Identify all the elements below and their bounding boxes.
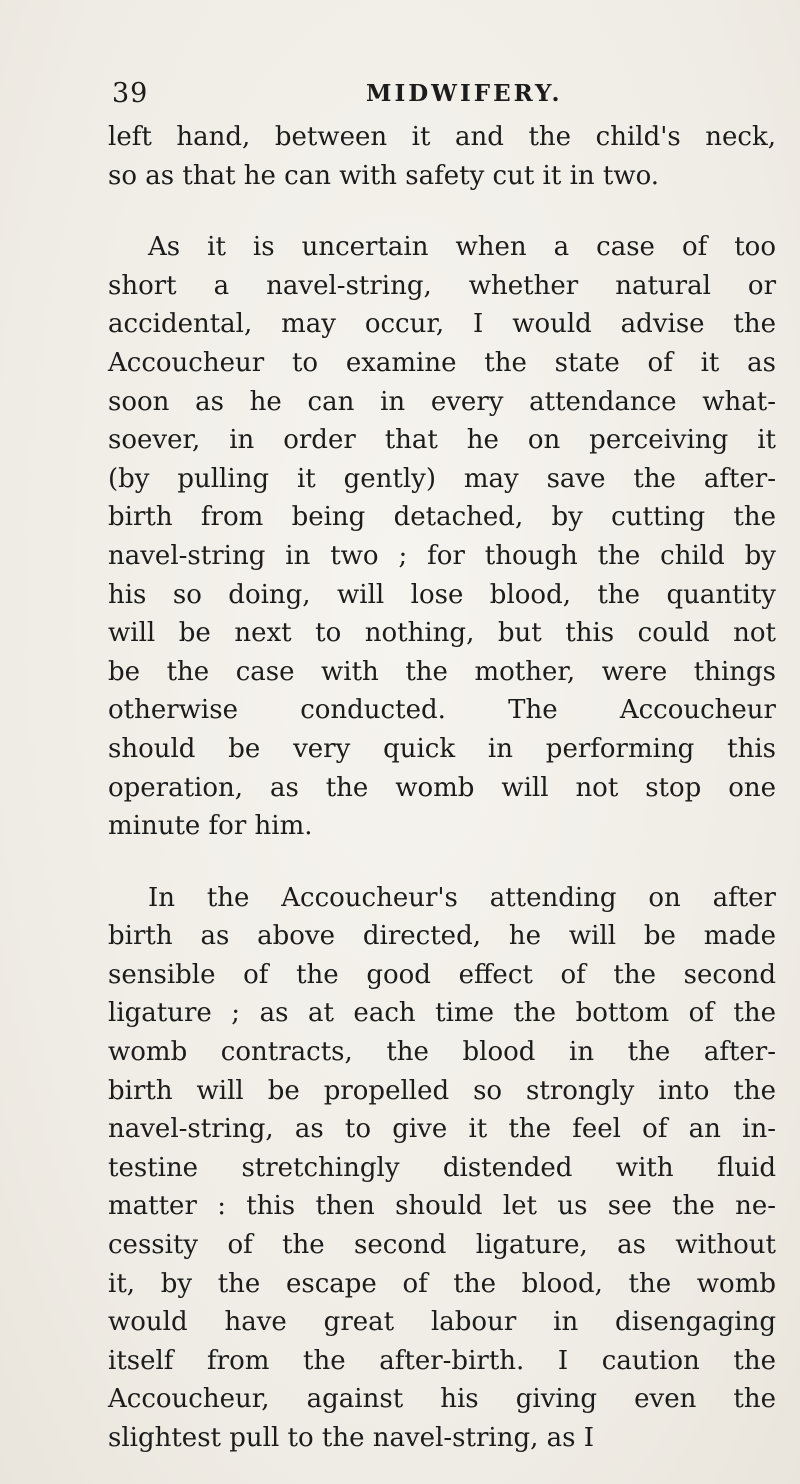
text-line: accidental, may occur, I would advise the bbox=[108, 309, 776, 340]
text-line: left hand, between it and the child's neck, bbox=[108, 122, 776, 152]
text-line: Accoucheur to examine the state of it as bbox=[108, 347, 776, 378]
text-line: (by pulling it gently) may save the after- bbox=[108, 463, 776, 494]
body-text bbox=[108, 118, 776, 1458]
page-number: 39 bbox=[112, 78, 149, 109]
paragraph-gap bbox=[108, 846, 776, 879]
page-header bbox=[0, 78, 800, 118]
text-line: testine stretchingly distended with fluid bbox=[108, 1152, 776, 1183]
text-line: In the Accoucheur's attending on after bbox=[148, 882, 776, 913]
text-line: operation, as the womb will not stop one bbox=[108, 772, 776, 803]
text-line: otherwise conducted. The Accoucheur bbox=[108, 695, 776, 726]
text-line: would have great labour in disengaging bbox=[108, 1307, 776, 1338]
text-line: will be next to nothing, but this could not bbox=[108, 618, 776, 649]
text-line: sensible of the good effect of the second bbox=[108, 959, 776, 990]
text-line: soon as he can in every attendance what- bbox=[108, 386, 776, 417]
text-line: his so doing, will lose blood, the quantity bbox=[108, 579, 776, 610]
text-line: slightest pull to the navel-string, as I bbox=[108, 1423, 595, 1453]
text-line: matter : this then should let us see the ne- bbox=[108, 1191, 776, 1222]
text-line: ligature ; as at each time the bottom of the bbox=[108, 998, 776, 1029]
paragraph-gap bbox=[108, 195, 776, 228]
text-line: should be very quick in performing this bbox=[108, 733, 776, 764]
text-line: be the case with the mother, were things bbox=[108, 656, 776, 687]
text-line: soever, in order that he on perceiving it bbox=[108, 425, 776, 456]
text-line: it, by the escape of the blood, the womb bbox=[108, 1268, 776, 1299]
text-line: Accoucheur, against his giving even the bbox=[108, 1384, 776, 1415]
paragraph bbox=[108, 228, 776, 846]
text-line: As it is uncertain when a case of too bbox=[148, 232, 776, 263]
text-line: cessity of the second ligature, as without bbox=[108, 1230, 776, 1261]
running-title: MIDWIFERY. bbox=[366, 80, 563, 107]
text-line: so as that he can with safety cut it in two. bbox=[108, 160, 660, 191]
paragraph bbox=[108, 118, 776, 195]
text-line: birth will be propelled so strongly into the bbox=[108, 1075, 776, 1106]
text-line: minute for him. bbox=[108, 811, 313, 842]
text-line: birth from being detached, by cutting the bbox=[108, 502, 776, 533]
text-line: womb contracts, the blood in the after- bbox=[108, 1037, 776, 1068]
text-line: navel-string in two ; for though the child by bbox=[108, 540, 776, 571]
text-line: short a navel-string, whether natural or bbox=[108, 270, 776, 301]
text-line: navel-string, as to give it the feel of an in- bbox=[108, 1114, 776, 1145]
text-line: itself from the after-birth. I caution the bbox=[108, 1345, 776, 1376]
paragraph bbox=[108, 879, 776, 1458]
text-line: birth as above directed, he will be made bbox=[108, 921, 776, 952]
